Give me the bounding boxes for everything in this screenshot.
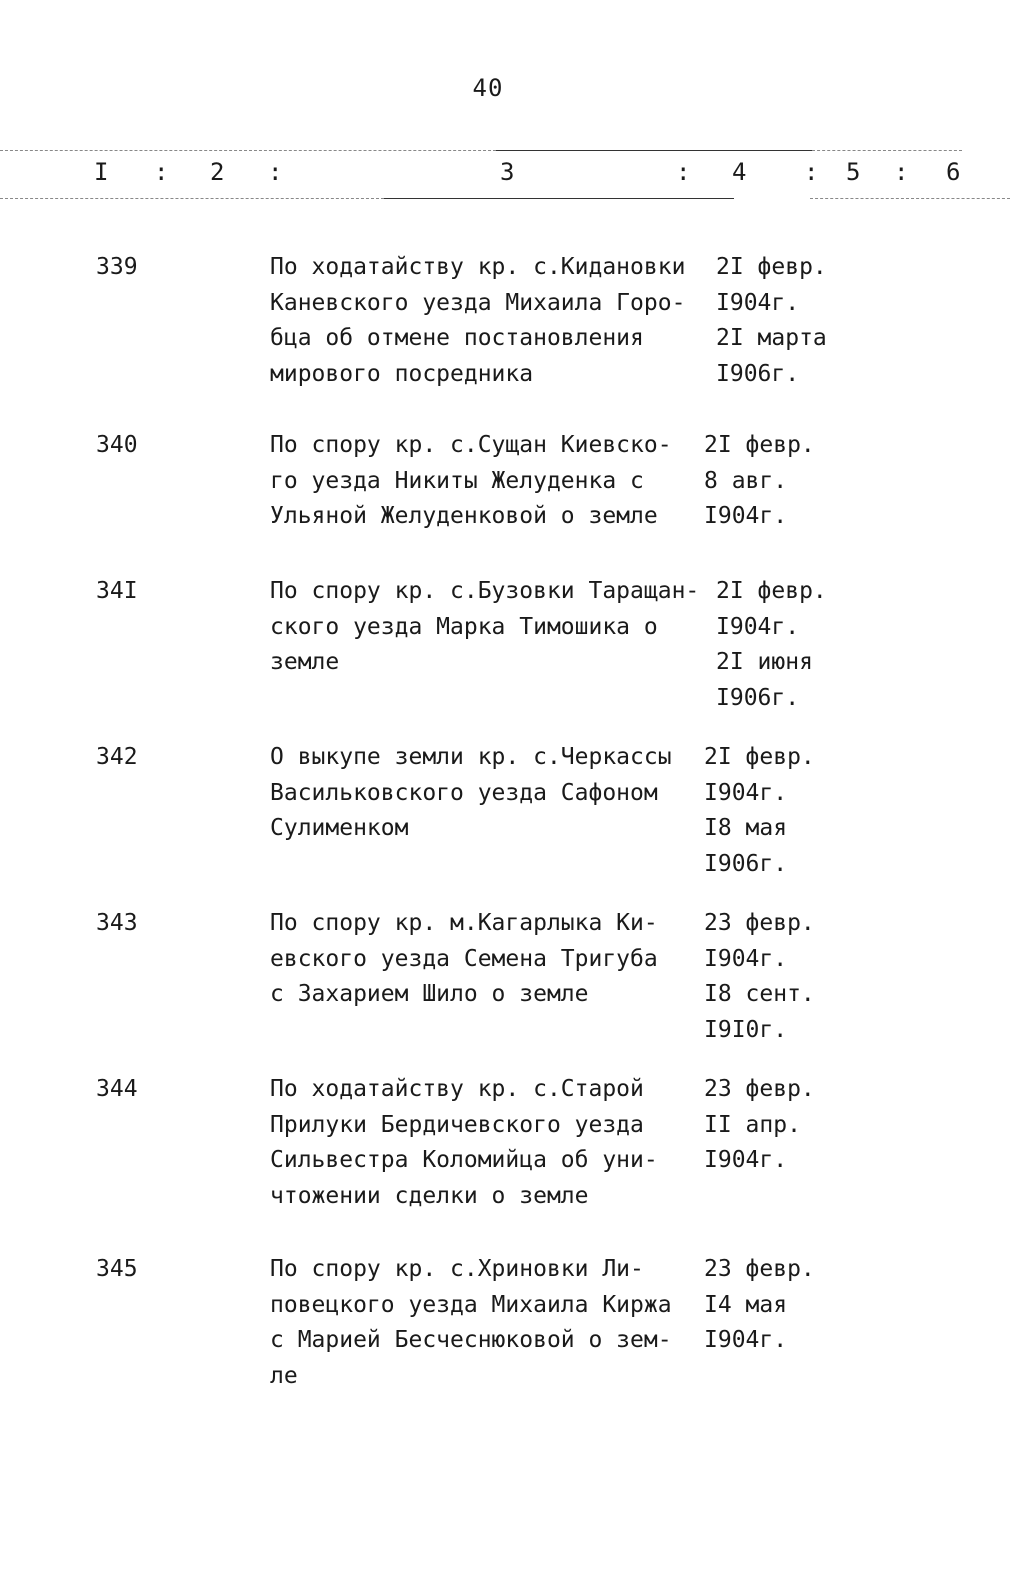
header-bottom-rule-right — [810, 198, 1010, 199]
description-line: с Захарием Шило о земле — [270, 981, 589, 1007]
description-line: Прилуки Бердичевского уезда — [270, 1111, 644, 1138]
date-line: I904г. — [704, 779, 788, 806]
entries-list — [0, 250, 1024, 1402]
header-top-rule-right — [812, 150, 962, 151]
description-line: По ходатайству кр. с.Кидановки — [270, 254, 686, 280]
date-line: I904г. — [704, 1147, 788, 1173]
date-line: I904г. — [716, 289, 800, 316]
description-line: По спору кр. с.Сущан Киевско- — [270, 432, 672, 458]
description-line: ского уезда Марка Тимошика о — [270, 613, 658, 640]
description-line: По спору кр. с.Хриновки Ли- — [270, 1256, 644, 1282]
date-line: 23 февр. — [704, 1076, 815, 1102]
description-line: чтожении сделки о земле — [270, 1182, 589, 1209]
entry-description — [270, 1072, 720, 1214]
entry-344 — [0, 1072, 1024, 1252]
column-separator: : — [154, 158, 169, 186]
description-line: мирового посредника — [270, 360, 534, 387]
column-header-2: 2 — [210, 158, 225, 186]
date-line: 2I февр. — [716, 578, 827, 604]
date-line: I8 мая — [704, 815, 788, 841]
column-header-4: 4 — [732, 158, 747, 186]
entry-342 — [0, 740, 1024, 906]
date-line: I906г. — [704, 850, 788, 877]
entry-dates — [704, 428, 924, 535]
entry-number: 34I — [96, 578, 138, 604]
header-bottom-rule-left — [0, 198, 384, 199]
entry-dates — [716, 574, 936, 716]
entry-description — [270, 1252, 720, 1394]
entry-dates — [704, 740, 924, 882]
date-line: I904г. — [704, 945, 788, 972]
entry-340 — [0, 428, 1024, 574]
entry-number: 342 — [96, 744, 138, 770]
entry-341 — [0, 574, 1024, 740]
page-number: 40 — [472, 74, 504, 102]
entry-dates — [704, 1252, 924, 1359]
column-separator: : — [268, 158, 283, 186]
date-line: I4 мая — [704, 1291, 788, 1318]
description-line: Каневского уезда Михаила Горо- — [270, 289, 686, 316]
date-line: 8 авг. — [704, 467, 788, 494]
description-line: Сулименком — [270, 815, 409, 841]
date-line: I904г. — [704, 503, 788, 529]
description-line: го уезда Никиты Желуденка с — [270, 467, 644, 494]
date-line: I9I0г. — [704, 1016, 788, 1043]
entry-description — [270, 428, 720, 535]
date-line: 23 февр. — [704, 910, 815, 936]
description-line: Васильковского уезда Сафоном — [270, 779, 658, 806]
date-line: 2I февр. — [716, 254, 827, 280]
date-line: 2I июня — [716, 649, 813, 675]
date-line: I8 сент. — [704, 981, 815, 1007]
description-line: ле — [270, 1362, 298, 1389]
entry-345 — [0, 1252, 1024, 1402]
entry-343 — [0, 906, 1024, 1072]
description-line: Сильвестра Коломийца об уни- — [270, 1147, 658, 1173]
column-separator: : — [804, 158, 819, 186]
date-line: I904г. — [704, 1327, 788, 1353]
description-line: Ульяной Желуденковой о земле — [270, 503, 658, 529]
description-line: По ходатайству кр. с.Старой — [270, 1076, 644, 1102]
date-line: 2I февр. — [704, 744, 815, 770]
description-line: евского уезда Семена Тригуба — [270, 945, 658, 972]
column-header-6: 6 — [946, 158, 961, 186]
entry-339 — [0, 250, 1024, 428]
description-line: с Марией Бесчеснюковой о зем- — [270, 1327, 672, 1353]
date-line: 2I февр. — [704, 432, 815, 458]
description-line: По спору кр. с.Бузовки Таращан- — [270, 578, 700, 604]
header-top-rule — [496, 150, 812, 151]
column-separator: : — [676, 158, 691, 186]
date-line: I906г. — [716, 684, 800, 711]
entry-description — [270, 740, 720, 847]
column-header-row — [0, 158, 1024, 188]
entry-number: 344 — [96, 1076, 138, 1102]
entry-dates — [704, 906, 924, 1048]
description-line: О выкупе земли кр. с.Черкассы — [270, 744, 672, 770]
date-line: 2I марта — [716, 325, 827, 351]
entry-number: 343 — [96, 910, 138, 936]
header-bottom-rule — [384, 198, 734, 199]
date-line: I906г. — [716, 360, 800, 387]
description-line: бца об отмене постановления — [270, 325, 644, 351]
entry-number: 339 — [96, 254, 138, 280]
entry-description — [270, 574, 720, 681]
description-line: По спору кр. м.Кагарлыка Ки- — [270, 910, 658, 936]
entry-number: 340 — [96, 432, 138, 458]
date-line: I904г. — [716, 613, 800, 640]
entry-dates — [704, 1072, 924, 1179]
entry-description — [270, 250, 720, 392]
date-line: 23 февр. — [704, 1256, 815, 1282]
entry-number: 345 — [96, 1256, 138, 1282]
entry-description — [270, 906, 720, 1013]
date-line: II апр. — [704, 1111, 801, 1138]
header-top-rule-left — [0, 150, 496, 151]
column-header-3: 3 — [500, 158, 515, 186]
description-line: повецкого уезда Михаила Киржа — [270, 1291, 672, 1318]
description-line: земле — [270, 649, 340, 675]
column-separator: : — [894, 158, 909, 186]
column-header-5: 5 — [846, 158, 861, 186]
column-header-1: I — [94, 158, 109, 186]
entry-dates — [716, 250, 936, 392]
